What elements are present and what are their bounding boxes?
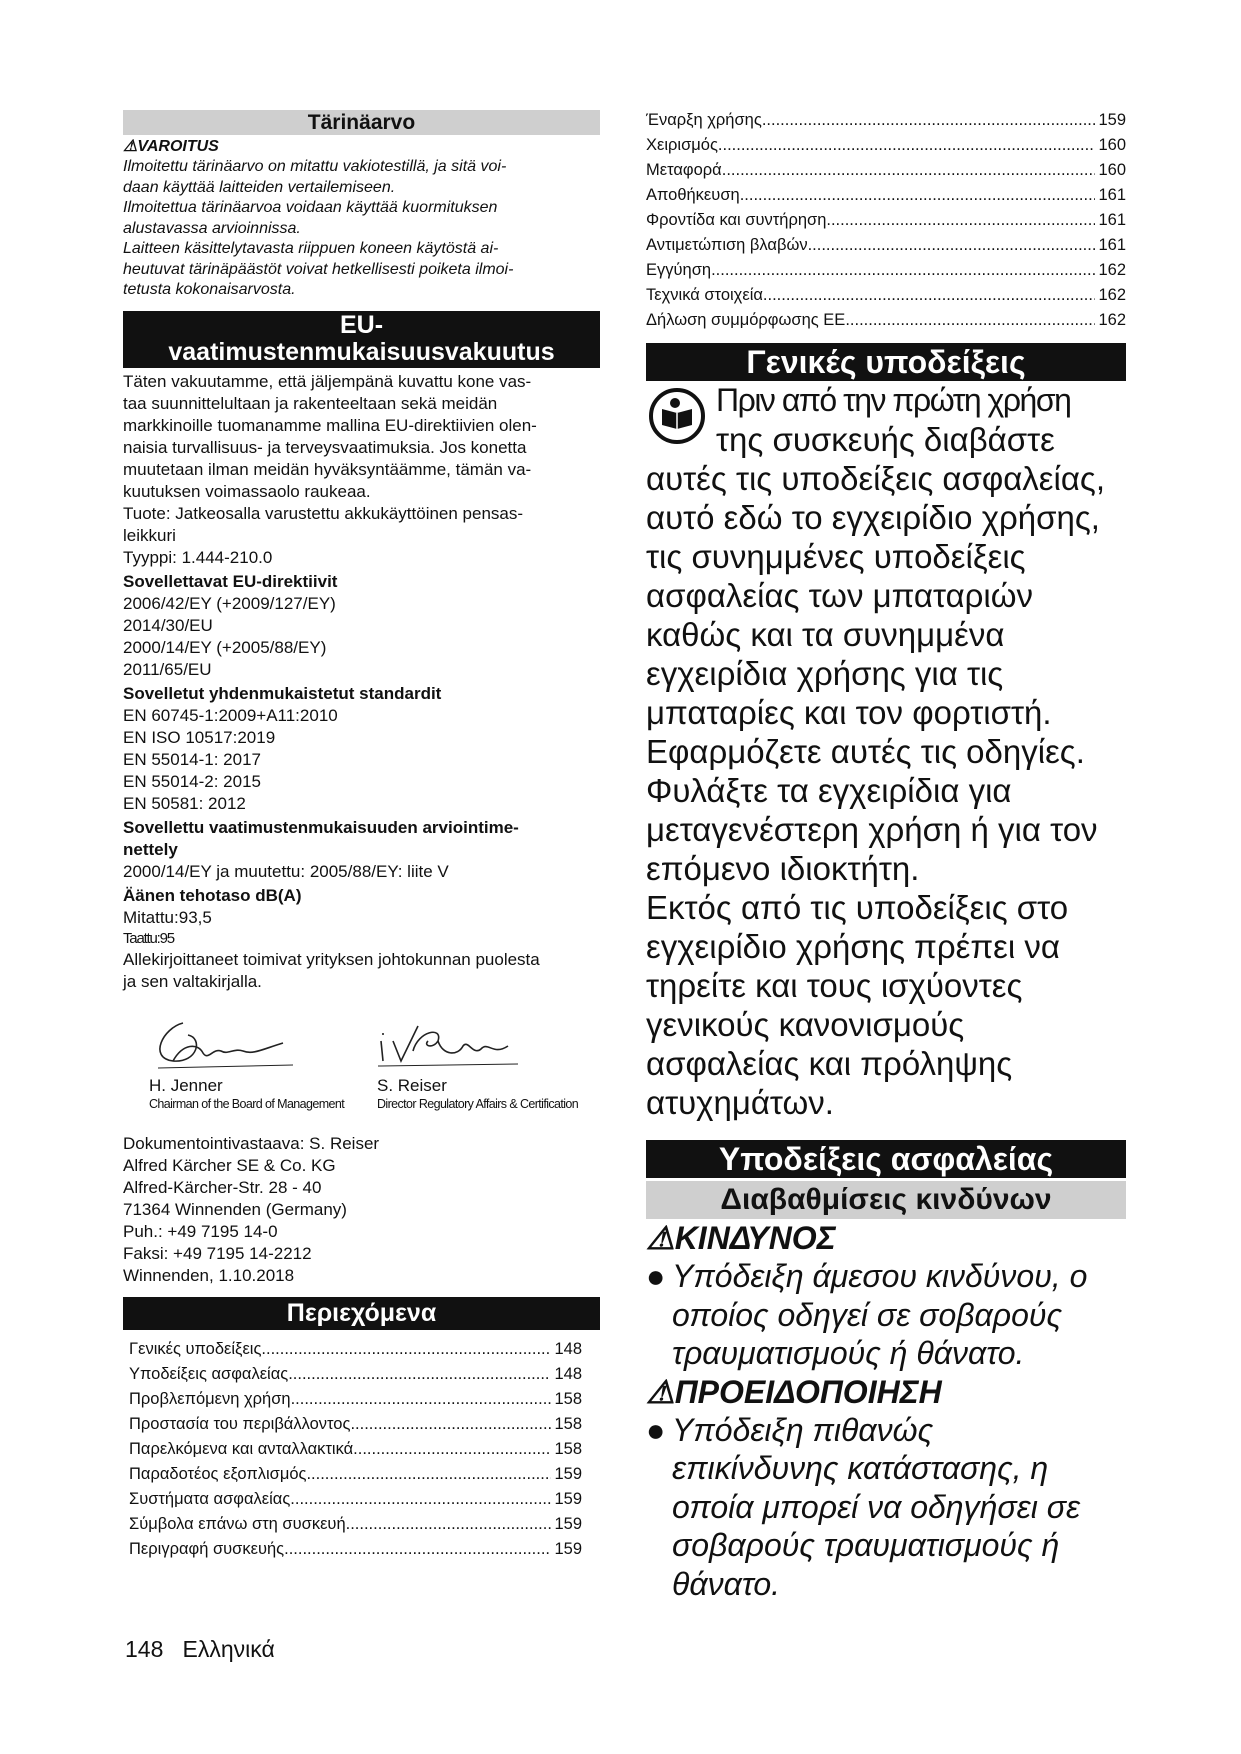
warning-triangle-icon: ⚠ bbox=[646, 1220, 675, 1256]
contents-list-left bbox=[123, 1337, 600, 1562]
standards-list: EN 60745-1:2009+A11:2010 EN ISO 10517:2019 EN 55014-1: 2017 EN 55014-2: 2015 EN 50581: 2012 bbox=[123, 705, 338, 813]
footer-language: Ελληνικά bbox=[182, 1636, 275, 1662]
toc-item[interactable]: Αντιμετώπιση βλαβών ..... 161 bbox=[646, 233, 1126, 258]
signatories-text: Allekirjoittaneet toimivat yrityksen johtokunnan puolesta ja sen valtakirjalla. bbox=[123, 949, 540, 991]
left-column bbox=[123, 110, 600, 1562]
toc-item[interactable]: Έναρξη χρήσης ..... 159 bbox=[646, 108, 1126, 133]
sound-guaranteed: Taattu:95 bbox=[123, 929, 174, 947]
standards-heading: Sovelletut yhdenmukaistetut standardit bbox=[123, 683, 442, 703]
contact-block: Dokumentointivastaava: S. Reiser Alfred Kärcher SE & Co. KG Alfred-Kärcher-Str. 28 - 40 71364 Winnenden (Germany) Puh.: +49 7195 14-0 Faksi: +49 7195 14-2212 Winnenden, 1.10.2018 bbox=[123, 1133, 380, 1285]
general-heading: Γενικές υποδείξεις bbox=[646, 343, 1126, 381]
toc-item[interactable]: Προστασία του περιβάλλοντος ..... 158 bbox=[129, 1412, 582, 1437]
vibration-text: Ilmoitettu tärinäarvo on mitattu vakiotestillä, ja sitä voi- daan käyttää laitteiden vertailemiseen. Ilmoitettua tärinäarvoa voidaan käyttää kuormituksen alustavassa arvioinnissa. Laitteen käsittelytavasta riippuen koneen käytöstä ai- heutuvat tärinäpäästöt voivat hetkellisesti poiketa ilmoi- tetusta kokonaisarvosta. bbox=[123, 158, 514, 298]
page-footer bbox=[125, 1636, 275, 1663]
toc-item[interactable]: Υποδείξεις ασφαλείας ..... 148 bbox=[129, 1362, 582, 1387]
declaration-heading: EU- vaatimustenmukaisuusvakuutus bbox=[123, 311, 600, 368]
signature-reiser bbox=[373, 1011, 523, 1071]
procedure-text: 2000/14/EY ja muutettu: 2005/88/EY: liite V bbox=[123, 861, 449, 881]
signature-jenner bbox=[143, 1013, 303, 1073]
directives-list: 2006/42/EY (+2009/127/EY) 2014/30/EU 2000/14/EY (+2005/88/EY) 2011/65/EU bbox=[123, 593, 336, 679]
sound-heading: Äänen tehotaso dB(A) bbox=[123, 885, 302, 905]
vibration-warning: ⚠VAROITUS bbox=[123, 138, 219, 155]
contents-list-right bbox=[646, 108, 1126, 333]
procedure-heading: Sovellettu vaatimustenmukaisuuden arviointime- nettely bbox=[123, 817, 519, 859]
toc-item[interactable]: Συστήματα ασφαλείας ..... 159 bbox=[129, 1487, 582, 1512]
contents-heading: Περιεχόμενα bbox=[123, 1297, 600, 1330]
signer-jenner: H. Jenner Chairman of the Board of Management bbox=[149, 1075, 345, 1111]
toc-item[interactable]: Παρελκόμενα και ανταλλακτικά ..... 158 bbox=[129, 1437, 582, 1462]
signature-block bbox=[123, 993, 600, 1133]
vibration-heading: Tärinäarvo bbox=[123, 110, 600, 135]
safety-heading: Υποδείξεις ασφαλείας bbox=[646, 1140, 1126, 1178]
warning-text: ● Υπόδειξη πιθανώς επικίνδυνης κατάστασης, η οποία μπορεί να οδηγήσει σε σοβαρούς τραυματισμούς ή θάνατο. bbox=[646, 1411, 1081, 1602]
declaration-intro: Täten vakuutamme, että jäljempänä kuvattu kone vas- taa suunnittelultaan ja rakenteeltaan sekä meidän markkinoille tuomanamme mallina EU-direktiivien olen- naisia turvallisuus- ja terveysvaatimuksia. Jos konetta muutetaan ilman meidän hyväksyntäämme, tämän va- kuutuksen voimassaolo raukeaa. Tuote: Jatkeosalla varustettu akkukäyttöinen pensas- leikkuri Tyyppi: 1.444-210.0 bbox=[123, 371, 537, 567]
page-number: 148 bbox=[125, 1636, 164, 1662]
toc-item[interactable]: Τεχνικά στοιχεία ..... 162 bbox=[646, 283, 1126, 308]
toc-item[interactable]: Αποθήκευση ..... 161 bbox=[646, 183, 1126, 208]
toc-item[interactable]: Σύμβολα επάνω στη συσκευή ..... 159 bbox=[129, 1512, 582, 1537]
toc-item[interactable]: Φροντίδα και συντήρηση ..... 161 bbox=[646, 208, 1126, 233]
toc-item[interactable]: Χειρισμός ..... 160 bbox=[646, 133, 1126, 158]
toc-item[interactable]: Μεταφορά ..... 160 bbox=[646, 158, 1126, 183]
warning-label: ⚠ΠΡΟΕΙΔΟΠΟΙΗΣΗ bbox=[646, 1373, 942, 1410]
hazard-levels-heading: Διαβαθμίσεις κινδύνων bbox=[646, 1181, 1126, 1219]
bullet-icon: ● bbox=[646, 1258, 666, 1294]
toc-item[interactable]: Περιγραφή συσκευής ..... 159 bbox=[129, 1537, 582, 1562]
directives-heading: Sovellettavat EU-direktiivit bbox=[123, 571, 338, 591]
warning-triangle-icon: ⚠ bbox=[646, 1373, 675, 1410]
toc-item[interactable]: Προβλεπόμενη χρήση ..... 158 bbox=[129, 1387, 582, 1412]
warning-triangle-icon: ⚠ bbox=[123, 138, 138, 155]
danger-text: ● Υπόδειξη άμεσου κινδύνου, ο οποίος οδηγεί σε σοβαρούς τραυματισμούς ή θάνατο. bbox=[646, 1258, 1088, 1371]
toc-item[interactable]: Γενικές υποδείξεις ..... 148 bbox=[129, 1337, 582, 1362]
toc-item[interactable]: Παραδοτέος εξοπλισμός ..... 159 bbox=[129, 1462, 582, 1487]
danger-label: ⚠ΚΙΝΔΥΝΟΣ bbox=[646, 1220, 836, 1256]
sound-measured: Mitattu:93,5 bbox=[123, 907, 212, 927]
right-column bbox=[646, 108, 1126, 1603]
toc-item[interactable]: Δήλωση συμμόρφωσης ΕΕ ..... 162 bbox=[646, 308, 1126, 333]
general-text: Πριν από την πρώτη χρήση της συσκευής διαβάστε αυτές τις υποδείξεις ασφαλείας, αυτό εδώ το εγχειρίδιο χρήσης, τις συνημμένες υποδείξεις ασφαλείας των μπαταριών καθώς και τα συνημμένα εγχειρίδια χρήσης για τις μπαταρίες και τον φορτιστή. Εφαρμόζετε αυτές τις οδηγίες. Φυλάξτε τα εγχειρίδια για μεταγενέστερη χρήση ή για τον επόμενο ιδιοκτήτη. Εκτός από τις υποδείξεις στο εγχειρίδιο χρήσης πρέπει να τηρείτε και τους ισχύοντες γενικούς κανονισμούς ασφαλείας και πρόληψης ατυχημάτων. bbox=[646, 382, 1106, 1121]
toc-item[interactable]: Εγγύηση ..... 162 bbox=[646, 258, 1126, 283]
read-manual-icon bbox=[648, 387, 706, 445]
signer-reiser: S. Reiser Director Regulatory Affairs & Certification bbox=[377, 1075, 579, 1111]
bullet-icon: ● bbox=[646, 1411, 666, 1448]
